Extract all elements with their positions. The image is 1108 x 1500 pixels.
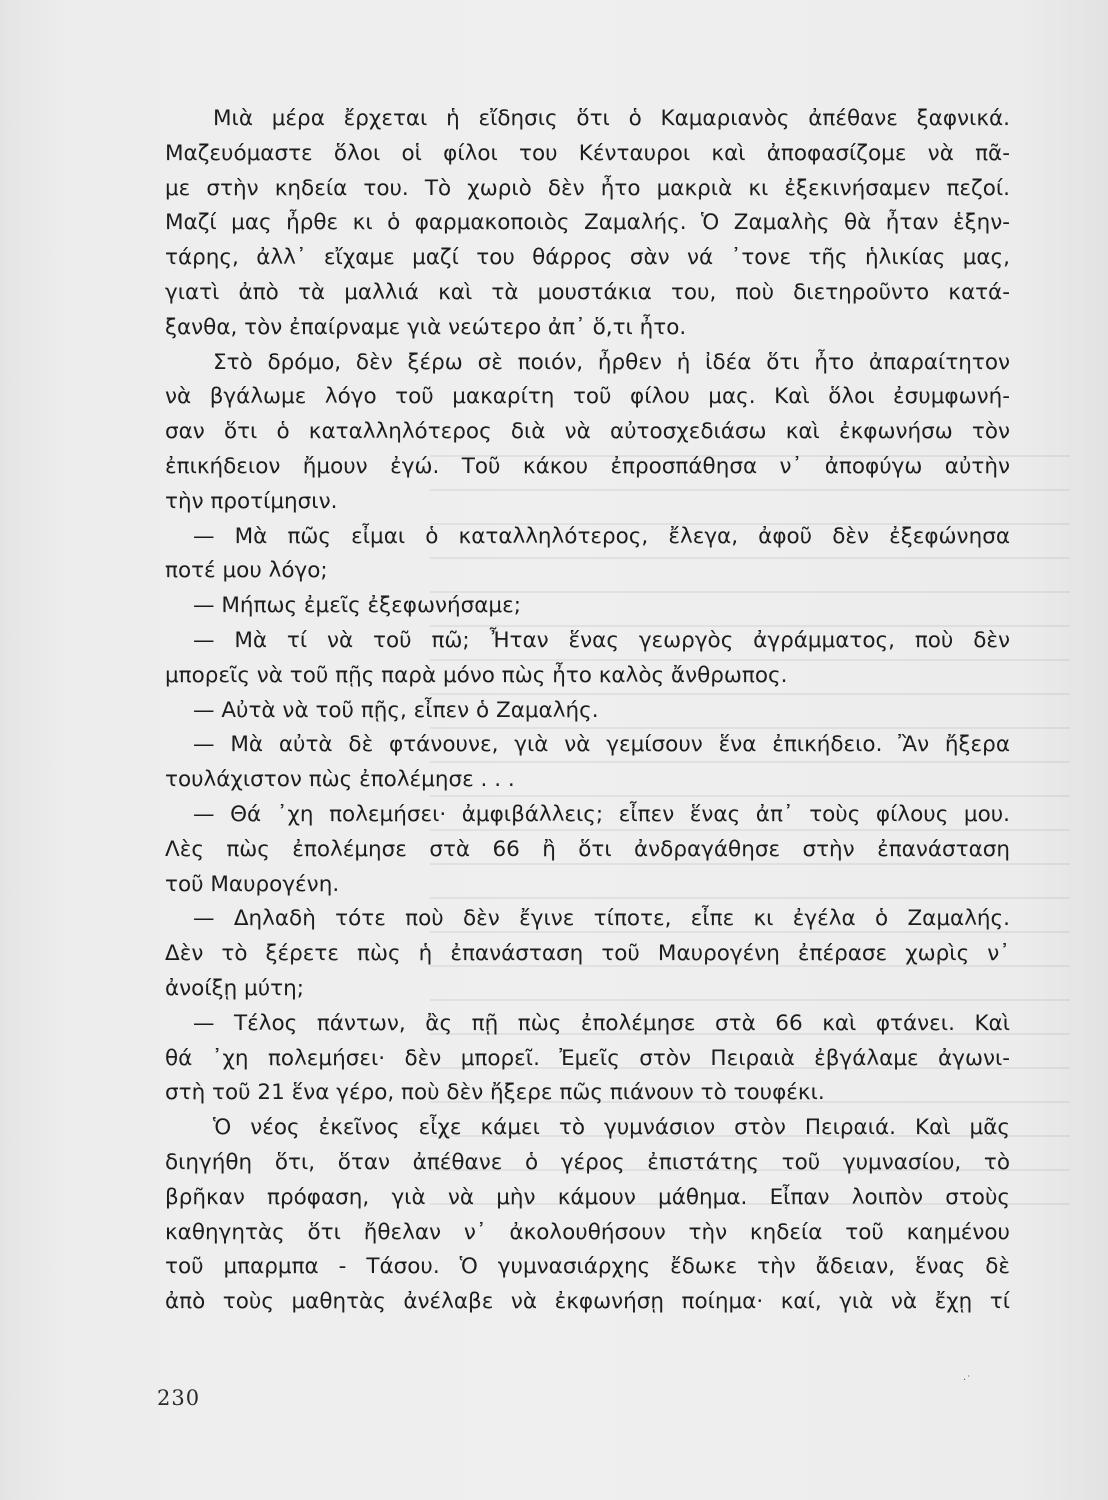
text-line: ἀνοίξῃ μύτη; bbox=[165, 975, 304, 1001]
text-line: τάρης, ἀλλ᾽ εἴχαμε μαζί του θάρρος σὰν νά ᾽τονε τῆς ἡλικίας μας, bbox=[165, 245, 1010, 271]
text-line: — Θά ᾽χη πολεμήσει· ἀμφιβάλλεις; εἶπεν ἕνας ἀπ᾽ τοὺς φίλους μου. bbox=[193, 801, 1010, 827]
text-line: καθηγητὰς ὅτι ἤθελαν ν᾽ ἀκολουθήσουν τὴν κηδεία τοῦ καημένου bbox=[165, 1219, 1010, 1245]
text-line: — Μὰ τί νὰ τοῦ πῶ; Ἦταν ἕνας γεωργὸς ἀγράμματος, ποὺ δὲν bbox=[193, 627, 1010, 653]
text-line: ἐπικήδειον ἤμουν ἐγώ. Τοῦ κάκου ἐπροσπάθησα ν᾽ ἀποφύγω αὐτὴν bbox=[165, 453, 1010, 479]
text-line: τοῦ Μαυρογένη. bbox=[165, 871, 340, 897]
text-line: ποτέ μου λόγο; bbox=[165, 558, 328, 584]
text-line: Ὁ νέος ἐκεῖνος εἶχε κάμει τὸ γυμνάσιον στὸν Πειραιά. Καὶ μᾶς bbox=[213, 1115, 1010, 1141]
text-line: βρῆκαν πρόφαση, γιὰ νὰ μὴν κάμουν μάθημα. Εἶπαν λοιπὸν στοὺς bbox=[165, 1184, 1010, 1210]
text-line: — Τέλος πάντων, ἂς πῇ πὼς ἐπολέμησε στὰ 66 καὶ φτάνει. Καὶ bbox=[193, 1010, 1010, 1036]
text-line: σαν ὅτι ὁ καταλληλότερος διὰ νὰ αὐτοσχεδιάσω καὶ ἐκφωνήσω τὸν bbox=[165, 419, 1010, 445]
page-number: 230 bbox=[157, 1386, 201, 1410]
ink-speck: ·˙ bbox=[963, 1375, 972, 1386]
text-line: Μιὰ μέρα ἔρχεται ἡ εἴδησις ὅτι ὁ Καμαριανὸς ἀπέθανε ξαφνικά. bbox=[213, 106, 1010, 131]
text-line: στὴ τοῦ 21 ἕνα γέρο, ποὺ δὲν ἤξερε πῶς πιάνουν τὸ τουφέκι. bbox=[165, 1080, 825, 1106]
text-line: — Δηλαδὴ τότε ποὺ δὲν ἔγινε τίποτε, εἶπε κι ἐγέλα ὁ Ζαμαλής. bbox=[193, 906, 1010, 932]
body-text bbox=[165, 102, 1010, 1320]
text-line: ξανθα, τὸν ἐπαίρναμε γιὰ νεώτερο ἀπ᾽ ὅ,τι ἦτο. bbox=[165, 314, 687, 340]
text-line: με στὴν κηδεία του. Τὸ χωριὸ δὲν ἦτο μακριὰ κι ἐξεκινήσαμεν πεζοί. bbox=[165, 175, 1010, 201]
text-line: τὴν προτίμησιν. bbox=[165, 488, 338, 514]
text-line: μπορεῖς νὰ τοῦ πῇς παρὰ μόνο πὼς ἦτο καλὸς ἄνθρωπος. bbox=[165, 662, 788, 688]
text-line: νὰ βγάλωμε λόγο τοῦ μακαρίτη τοῦ φίλου μας. Καὶ ὅλοι ἐσυμφωνή- bbox=[165, 384, 1010, 410]
text-line: διηγήθη ὅτι, ὅταν ἀπέθανε ὁ γέρος ἐπιστάτης τοῦ γυμνασίου, τὸ bbox=[165, 1149, 1010, 1175]
text-line: Μαζί μας ἦρθε κι ὁ φαρμακοποιὸς Ζαμαλής. Ὁ Ζαμαλὴς θὰ ἦταν ἑξην- bbox=[165, 210, 1010, 236]
text-line: τουλάχιστον πὼς ἐπολέμησε . . . bbox=[165, 767, 515, 793]
text-line: Στὸ δρόμο, δὲν ξέρω σὲ ποιόν, ἦρθεν ἡ ἰδέα ὅτι ἦτο ἀπαραίτητον bbox=[213, 349, 1010, 375]
text-line: γιατὶ ἀπὸ τὰ μαλλιά καὶ τὰ μουστάκια του, ποὺ διετηροῦντο κατά- bbox=[165, 279, 1010, 305]
text-line: Δὲν τὸ ξέρετε πὼς ἡ ἐπανάσταση τοῦ Μαυρογένη ἐπέρασε χωρὶς ν᾽ bbox=[165, 941, 1010, 967]
text-line: — Μήπως ἐμεῖς ἐξεφωνήσαμε; bbox=[193, 593, 521, 619]
text-line: θά ᾽χη πολεμήσει· δὲν μπορεῖ. Ἐμεῖς στὸν Πειραιὰ ἐβγάλαμε ἀγωνι- bbox=[165, 1045, 1010, 1071]
text-line: Μαζευόμαστε ὅλοι οἱ φίλοι του Κένταυροι καὶ ἀποφασίζομε νὰ πᾶ- bbox=[165, 140, 1010, 166]
text-line: τοῦ μπαρμπα - Τάσου. Ὁ γυμνασιάρχης ἔδωκε τὴν ἄδειαν, ἕνας δὲ bbox=[165, 1254, 1010, 1280]
text-line: — Μὰ αὐτὰ δὲ φτάνουνε, γιὰ νὰ γεμίσουν ἕνα ἐπικήδειο. Ἂν ἤξερα bbox=[193, 732, 1010, 758]
text-line: — Αὐτὰ νὰ τοῦ πῇς, εἶπεν ὁ Ζαμαλής. bbox=[193, 697, 599, 723]
text-line: ἀπὸ τοὺς μαθητὰς ἀνέλαβε νὰ ἐκφωνήσῃ ποίημα· καί, γιὰ νὰ ἔχῃ τί bbox=[165, 1289, 1010, 1315]
text-line: Λὲς πὼς ἐπολέμησε στὰ 66 ἢ ὅτι ἀνδραγάθησε στὴν ἐπανάσταση bbox=[165, 836, 1010, 862]
text-line: — Μὰ πῶς εἶμαι ὁ καταλληλότερος, ἔλεγα, ἀφοῦ δὲν ἐξεφώνησα bbox=[193, 523, 1010, 549]
